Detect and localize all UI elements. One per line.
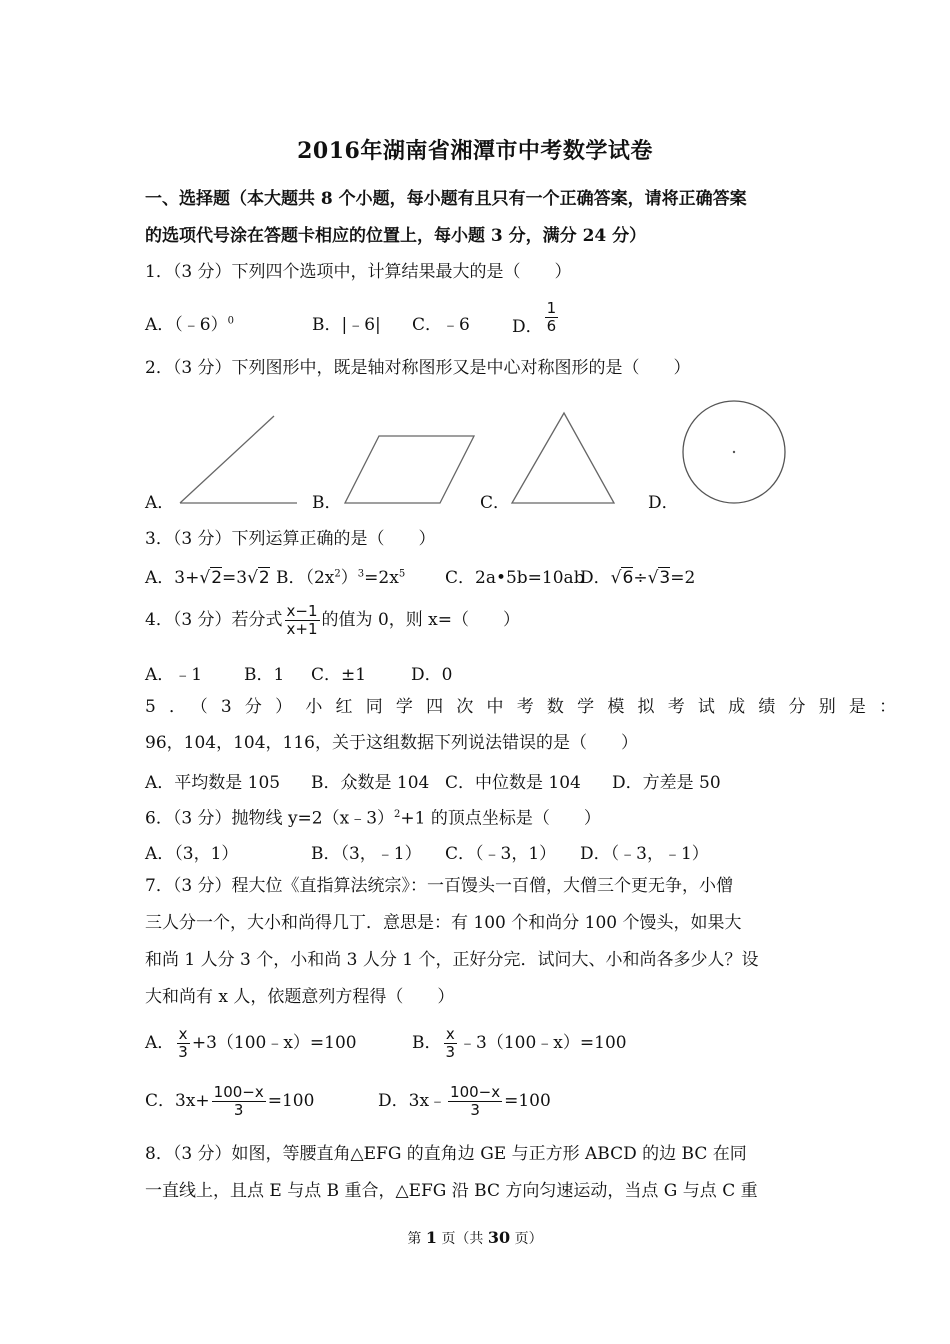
section-heading-line1: 一、选择题（本大题共 8 个小题，每小题有且只有一个正确答案，请将正确答案 xyxy=(145,189,747,209)
q2-option-c[interactable]: C． xyxy=(480,493,511,513)
q1-option-a[interactable] xyxy=(145,310,234,335)
q8-stem-line2: 一直线上，且点 E 与点 B 重合，△EFG 沿 BC 方向匀速运动，当点 G 与点 C 重 xyxy=(145,1181,758,1201)
page-title: 2016年湖南省湘潭市中考数学试卷 xyxy=(297,138,653,164)
q4-option-c[interactable]: C．±1 xyxy=(311,665,367,685)
q7-c-fraction xyxy=(212,1084,266,1119)
fraction-denominator: 3 xyxy=(470,1101,480,1119)
q3-stem: 3．（3 分）下列运算正确的是（ ） xyxy=(145,529,436,549)
q5-stem-line1: 5．（3分）小红同学四次中考数学模拟考试成绩分别是： xyxy=(145,697,910,717)
sqrt-symbol: √6 xyxy=(610,568,634,588)
q7-a-label: A． xyxy=(145,1033,175,1053)
page-footer xyxy=(0,1228,950,1248)
fraction-denominator: 3 xyxy=(233,1101,244,1119)
line-angle-figure xyxy=(175,412,300,507)
q7-stem-line2: 三人分一个，大小和尚得几丁．意思是：有 100 个和尚分 100 个馒头，如果大 xyxy=(145,913,742,933)
fraction-numerator: 100−x xyxy=(450,1083,501,1101)
q3-d-text: D． xyxy=(580,568,611,588)
q7-c-label: C．3x+ xyxy=(145,1091,210,1111)
q7-a-fraction xyxy=(176,1026,190,1061)
footer-middle: 页（共 xyxy=(441,1231,484,1247)
q7-a-expression: +3（100﹣x）=100 xyxy=(191,1033,357,1053)
q6-stem-text: 6．（3 分）抛物线 y=2（x﹣3） xyxy=(145,808,395,829)
q3-option-b[interactable] xyxy=(276,563,405,588)
q7-stem-line1: 7．（3 分）程大位《直指算法统宗》：一百馒头一百僧，大僧三个更无争，小僧 xyxy=(145,876,734,896)
q3-a-text: A．3+ xyxy=(145,568,200,588)
q1-option-d-text: D． xyxy=(512,317,543,337)
current-page-number: 1 xyxy=(425,1228,437,1247)
q1-stem: 1．（3 分）下列四个选项中，计算结果最大的是（ ） xyxy=(145,262,572,282)
q3-b-result: =2x xyxy=(364,568,399,588)
exponent: 5 xyxy=(398,568,406,580)
q7-b-fraction xyxy=(444,1026,458,1061)
q6-stem xyxy=(145,803,601,831)
circle-figure xyxy=(680,398,788,506)
q6-stem-text-end: +1 的顶点坐标是（ ） xyxy=(400,808,601,829)
q1-option-d[interactable] xyxy=(512,300,560,335)
q5-option-b[interactable]: B．众数是 104 xyxy=(311,773,430,793)
q3-option-c[interactable]: C．2a•5b=10ab xyxy=(445,568,585,588)
sqrt-symbol: √2 xyxy=(199,568,223,588)
total-page-count: 30 xyxy=(487,1228,511,1247)
q7-b-label: B． xyxy=(412,1033,442,1053)
q2-option-a[interactable]: A． xyxy=(145,493,175,513)
q4-fraction xyxy=(285,603,320,638)
q2-option-d[interactable]: D． xyxy=(648,493,679,513)
q6-option-b[interactable]: B．（3，﹣1） xyxy=(311,844,422,864)
fraction-numerator: 100−x xyxy=(213,1083,264,1101)
division-sign: ÷ xyxy=(633,568,648,588)
q7-stem-line4: 大和尚有 x 人，依题意列方程得（ ） xyxy=(145,987,455,1007)
fraction-denominator: x+1 xyxy=(286,620,318,638)
q6-option-a[interactable]: A．（3，1） xyxy=(145,844,239,864)
q2-option-b[interactable]: B． xyxy=(312,493,342,513)
q5-option-d[interactable]: D．方差是 50 xyxy=(612,773,721,793)
parallelogram-figure xyxy=(342,432,477,507)
q6-option-d[interactable]: D．（﹣3，﹣1） xyxy=(580,844,709,864)
fraction-denominator: 3 xyxy=(178,1043,188,1061)
q1-option-c[interactable]: C．﹣6 xyxy=(412,315,470,335)
q5-stem-line2: 96，104，104，116，关于这组数据下列说法错误的是（ ） xyxy=(145,733,638,753)
q4-option-b[interactable]: B．1 xyxy=(244,665,285,685)
q6-option-c[interactable]: C．（﹣3，1） xyxy=(445,844,557,864)
q8-stem-line1: 8．（3 分）如图，等腰直角△EFG 的直角边 GE 与正方形 ABCD 的边 BC 在同 xyxy=(145,1144,747,1164)
radicand: 2 xyxy=(211,568,223,588)
q1-option-b[interactable]: B．|﹣6| xyxy=(312,315,381,335)
fraction-numerator: 1 xyxy=(546,299,557,317)
fraction-numerator: x−1 xyxy=(286,602,318,620)
q1-option-a-text: A．（﹣6） xyxy=(145,315,228,335)
q7-d-expression: =100 xyxy=(504,1091,551,1111)
q7-b-expression: ﹣3（100﹣x）=100 xyxy=(459,1033,627,1053)
q7-option-b[interactable] xyxy=(412,1026,627,1061)
q3-d-result: =2 xyxy=(670,568,696,588)
fraction-denominator: 3 xyxy=(445,1043,456,1061)
footer-prefix: 第 xyxy=(407,1231,422,1247)
q4-option-d[interactable]: D．0 xyxy=(411,665,453,685)
q7-option-a[interactable] xyxy=(145,1026,357,1061)
q1-option-d-fraction xyxy=(545,300,559,335)
radicand: 2 xyxy=(258,568,270,588)
q7-c-expression: =100 xyxy=(267,1091,315,1111)
q7-option-c[interactable] xyxy=(145,1084,314,1119)
radicand: 3 xyxy=(659,568,671,588)
q4-stem-text-end: 的值为 0，则 x=（ ） xyxy=(321,610,521,630)
q1-option-a-exponent: 0 xyxy=(227,315,234,327)
q2-stem: 2．（3 分）下列图形中，既是轴对称图形又是中心对称图形的是（ ） xyxy=(145,358,691,378)
fraction-numerator: x xyxy=(445,1025,455,1043)
sqrt-symbol: √3 xyxy=(647,568,671,588)
q7-d-fraction xyxy=(448,1084,502,1119)
q3-b-text: B．（2x xyxy=(276,568,335,588)
footer-suffix: 页） xyxy=(514,1231,543,1247)
radicand: 6 xyxy=(622,568,634,588)
q3-option-d[interactable] xyxy=(580,563,695,588)
q5-option-a[interactable]: A．平均数是 105 xyxy=(145,773,281,793)
q4-option-a[interactable]: A．﹣1 xyxy=(145,665,203,685)
exponent: 3 xyxy=(357,568,365,580)
q3-option-a[interactable] xyxy=(145,563,270,588)
sqrt-symbol: √2 xyxy=(247,568,270,588)
q3-a-equals: =3 xyxy=(222,568,248,588)
q3-b-paren: ） xyxy=(340,568,358,588)
section-heading-line2: 的选项代号涂在答题卡相应的位置上，每小题 3 分，满分 24 分） xyxy=(145,226,647,246)
triangle-figure xyxy=(508,410,618,507)
q7-option-d[interactable] xyxy=(378,1084,551,1119)
q4-stem xyxy=(145,603,520,638)
exponent: 2 xyxy=(334,568,341,580)
q4-stem-text: 4．（3 分）若分式 xyxy=(145,610,283,630)
fraction-numerator: x xyxy=(178,1025,188,1043)
exponent: 2 xyxy=(394,809,401,820)
q5-option-c[interactable]: C．中位数是 104 xyxy=(445,773,581,793)
fraction-denominator: 6 xyxy=(546,317,557,335)
q7-stem-line3: 和尚 1 人分 3 个，小和尚 3 人分 1 个，正好分完．试问大、小和尚各多少人？设 xyxy=(145,950,759,970)
q7-d-label: D．3x﹣ xyxy=(378,1091,447,1111)
